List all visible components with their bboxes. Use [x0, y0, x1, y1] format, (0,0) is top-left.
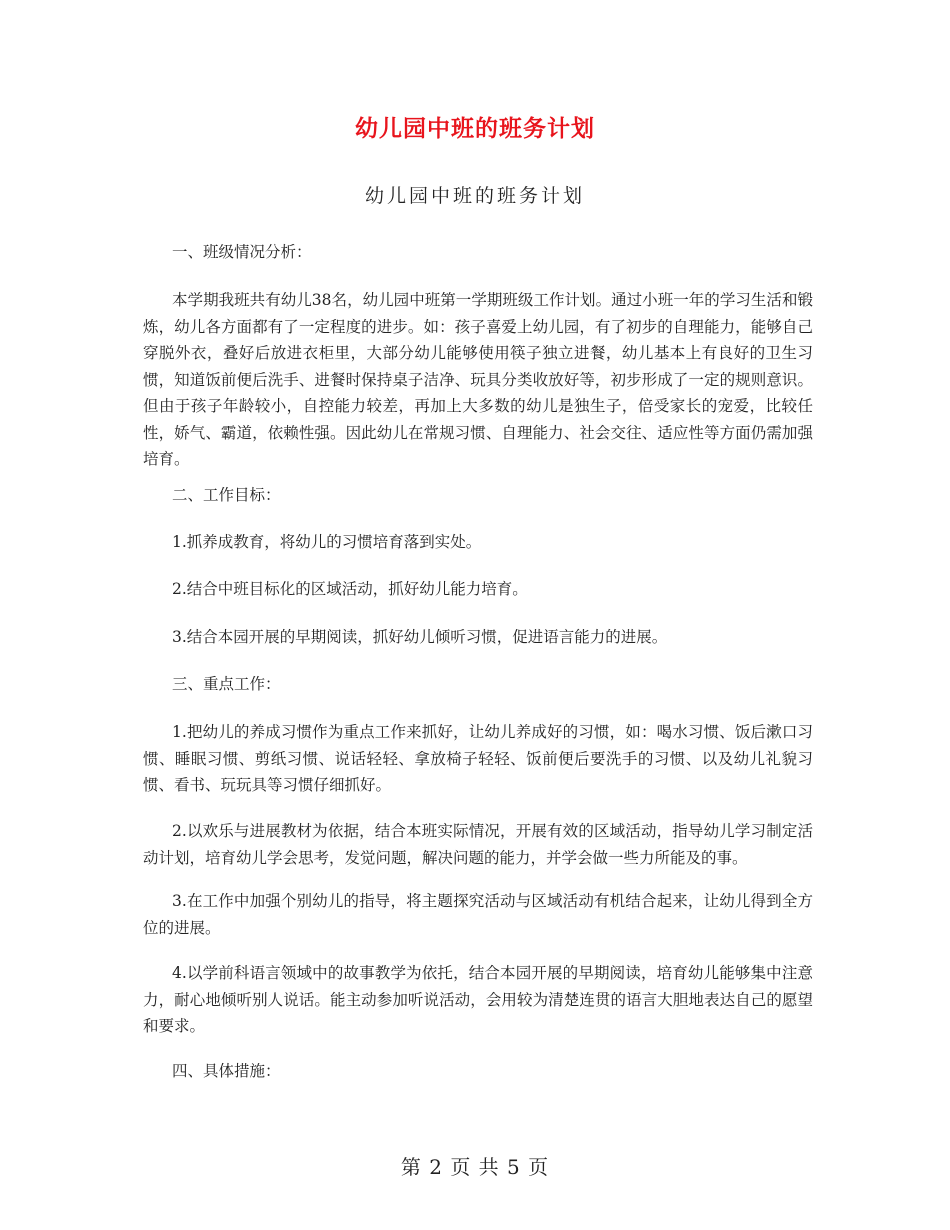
page-number-footer: 第 2 页 共 5 页: [400, 1155, 550, 1179]
section-3-item-3: 3.在工作中加强个别幼儿的指导，将主题探究活动与区域活动有机结合起来，让幼儿得到全方位的进展。: [143, 892, 813, 937]
section-heading-4: 四、具体措施：: [172, 1062, 281, 1080]
document-main-title: 幼儿园中班的班务计划: [355, 115, 595, 142]
section-heading-1: 一、班级情况分析：: [172, 243, 312, 261]
section-3-item-2: 2.以欢乐与进展教材为依据，结合本班实际情况，开展有效的区域活动，指导幼儿学习制定活动计划，培育幼儿学会思考，发觉问题，解决问题的能力，并学会做一些力所能及的事。: [143, 822, 813, 867]
section-3-item-4: 4.以学前科语言领域中的故事教学为依托，结合本园开展的早期阅读，培育幼儿能够集中注意力，耐心地倾听别人说话。能主动参加听说活动，会用较为清楚连贯的语言大胆地表达自己的愿望和要求。: [143, 964, 813, 1035]
document-subtitle: 幼儿园中班的班务计划: [364, 185, 585, 207]
section-2-item-3: 3.结合本园开展的早期阅读，抓好幼儿倾听习惯，促进语言能力的进展。: [172, 628, 668, 646]
section-3-item-1: 1.把幼儿的养成习惯作为重点工作来抓好，让幼儿养成好的习惯，如：喝水习惯、饭后漱口习惯、睡眠习惯、剪纸习惯、说话轻轻、拿放椅子轻轻、饭前便后要洗手的习惯、以及幼儿礼貌习惯、看书、玩玩具等习惯仔细抓好。: [143, 723, 813, 794]
section-2-item-1: 1.抓养成教育，将幼儿的习惯培育落到实处。: [172, 533, 482, 551]
section-1-paragraph-1: 本学期我班共有幼儿38名，幼儿园中班第一学期班级工作计划。通过小班一年的学习生活和锻炼，幼儿各方面都有了一定程度的进步。如：孩子喜爱上幼儿园，有了初步的自理能力，能够自己穿脱外衣，叠好后放进衣柜里，大部分幼儿能够使用筷子独立进餐，幼儿基本上有良好的卫生习惯，知道饭前便后洗手、进餐时保持桌子洁净、玩具分类收放好等，初步形成了一定的规则意识。但由于孩子年龄较小，自控能力较差，再加上大多数的幼儿是独生子，倍受家长的宠爱，比较任性，娇气、霸道，依赖性强。因此幼儿在常规习惯、自理能力、社会交往、适应性等方面仍需加强培育。: [143, 291, 813, 468]
section-2-item-2: 2.结合中班目标化的区域活动，抓好幼儿能力培育。: [172, 580, 528, 598]
section-heading-2: 二、工作目标：: [172, 486, 281, 504]
section-heading-3: 三、重点工作：: [172, 675, 281, 693]
